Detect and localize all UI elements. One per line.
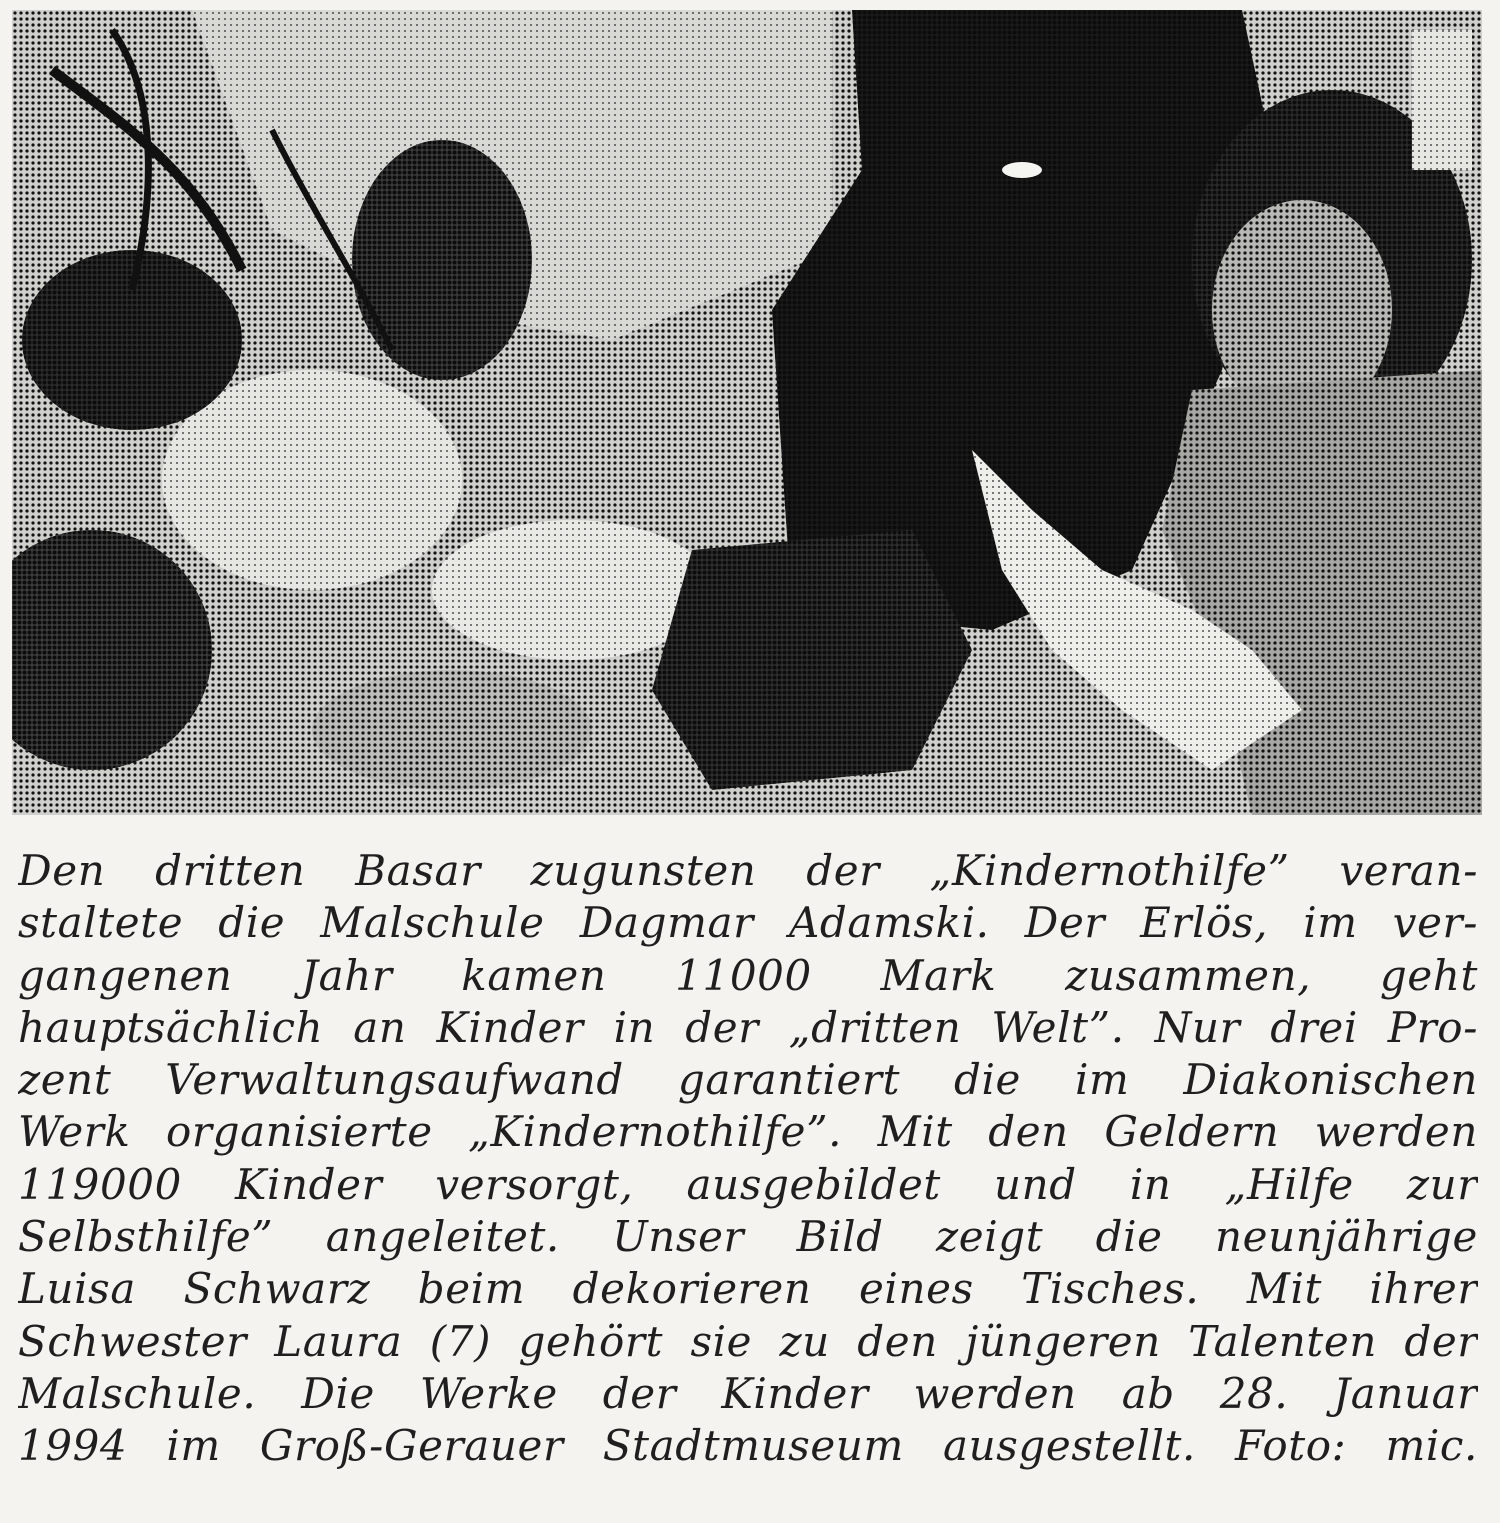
- caption-line: Schwester Laura (7) gehört sie zu den jüngeren Talenten der: [18, 1316, 1478, 1366]
- halftone-photo-image: [12, 10, 1482, 815]
- caption-line: Malschule. Die Werke der Kinder werden ab 28. Januar: [18, 1368, 1478, 1418]
- halftone-photo: [12, 10, 1482, 815]
- caption-line: zent Verwaltungsaufwand garantiert die im Diakonischen: [18, 1055, 1478, 1105]
- caption-line: Luisa Schwarz beim dekorieren eines Tisches. Mit ihrer: [18, 1264, 1478, 1314]
- caption-line: Selbsthilfe” angeleitet. Unser Bild zeigt die neunjährige: [18, 1212, 1478, 1262]
- caption-line: hauptsächlich an Kinder in der „dritten Welt”. Nur drei Pro-: [18, 1002, 1478, 1052]
- photo-caption: [18, 845, 1478, 1515]
- caption-line: 1994 im Groß-Gerauer Stadtmuseum ausgestellt. Foto: mic.: [18, 1421, 1478, 1471]
- caption-line: Den dritten Basar zugunsten der „Kindernothilfe” veran-: [18, 846, 1478, 895]
- caption-line: 119000 Kinder versorgt, ausgebildet und in „Hilfe zur: [18, 1159, 1478, 1209]
- caption-line: gangenen Jahr kamen 11000 Mark zusammen, geht: [18, 950, 1478, 1000]
- caption-line: Werk organisierte „Kindernothilfe”. Mit den Geldern werden: [18, 1107, 1478, 1157]
- caption-line: staltete die Malschule Dagmar Adamski. Der Erlös, im ver-: [18, 898, 1478, 948]
